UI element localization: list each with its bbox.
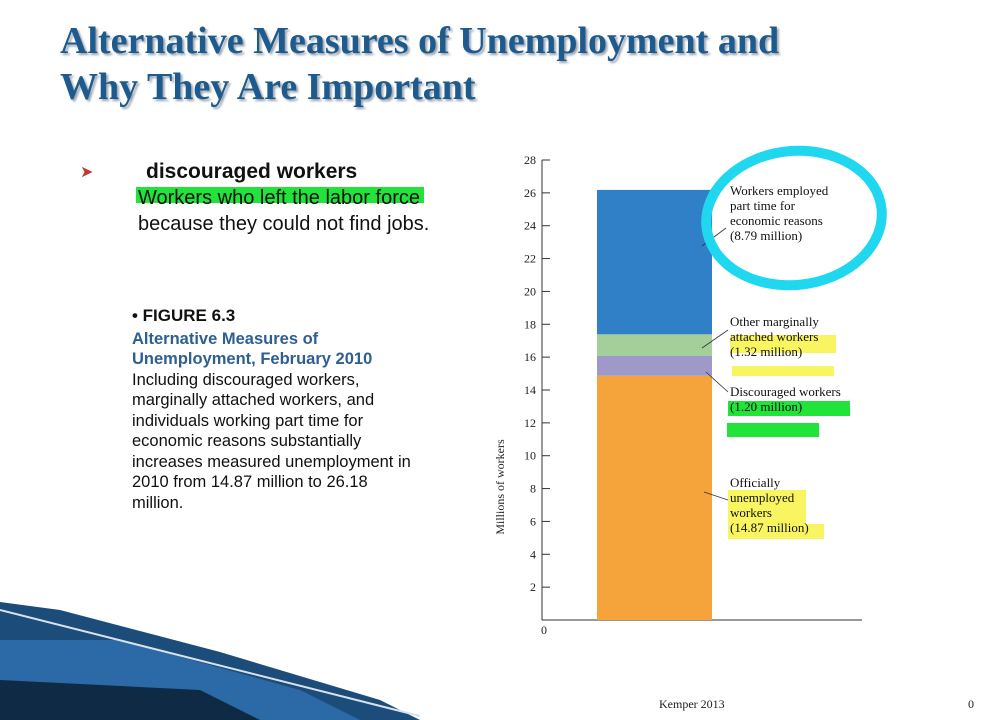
arrow-bullet-icon: ➤ [80, 164, 94, 181]
highlight-discouraged-extra [727, 423, 819, 437]
y-axis-label: Millions of workers [493, 439, 507, 535]
origin-label: 0 [541, 623, 547, 637]
bullet-term: discouraged workers [146, 160, 358, 183]
series-label-3-line-3: (1.32 million) [730, 344, 803, 359]
y-tick-label-2: 2 [530, 580, 536, 595]
series-label-1-line-4: (14.87 million) [730, 520, 809, 535]
y-tick-label-28: 28 [524, 153, 536, 167]
decorative-swoosh [0, 602, 420, 720]
highlight-marginal-extra [732, 366, 834, 376]
footer-text: Kemper 2013 [659, 697, 725, 711]
bar-segment-2 [597, 356, 712, 376]
slide-title-line-2: Why They Are Important [60, 66, 476, 108]
bar-segment-1 [597, 376, 712, 620]
y-tick-label-8: 8 [530, 481, 536, 496]
bullet-definition-text: Workers who left the labor force because they could not find jobs. [138, 187, 430, 235]
series-label-3-line-1: Other marginally [730, 314, 819, 329]
series-label-1-line-1: Officially [730, 475, 781, 490]
series-label-2-line-2: (1.20 million) [730, 399, 803, 414]
series-label-4-line-1: Workers employed [730, 183, 829, 198]
series-label-4-line-2: part time for [730, 198, 795, 213]
y-tick-label-10: 10 [524, 448, 536, 463]
series-label-1-line-3: workers [730, 505, 772, 520]
y-tick-label-6: 6 [530, 514, 536, 529]
y-tick-label-22: 22 [524, 251, 536, 266]
y-tick-label-4: 4 [530, 547, 536, 562]
y-tick-label-12: 12 [524, 415, 536, 430]
figure-title: Alternative Measures of Unemployment, February 2010 [132, 329, 373, 368]
figure-label: • FIGURE 6.3 [132, 306, 236, 325]
series-label-3-line-2: attached workers [730, 329, 819, 344]
y-tick-label-26: 26 [524, 185, 536, 200]
y-tick-label-18: 18 [524, 317, 536, 332]
slide-title-line-1: Alternative Measures of Unemployment and [60, 20, 780, 62]
y-tick-label-16: 16 [524, 350, 536, 365]
bar-segment-3 [597, 334, 712, 356]
bar-segment-4 [597, 190, 712, 334]
figure-caption: Including discouraged workers, marginally attached workers, and individuals working part time for economic reasons substantially increases measured unemployment in 2010 from 14.87 million to 26.18 million. [132, 370, 411, 512]
series-label-4-line-3: economic reasons [730, 213, 823, 228]
y-tick-label-24: 24 [524, 218, 536, 233]
y-tick-label-20: 20 [524, 284, 536, 299]
series-label-2-line-1: Discouraged workers [730, 384, 841, 399]
series-label-1-line-2: unemployed [730, 490, 795, 505]
y-tick-label-14: 14 [524, 383, 536, 397]
series-label-4-line-4: (8.79 million) [730, 228, 803, 243]
page-number: 0 [968, 697, 974, 711]
series-label-4 [730, 183, 829, 243]
